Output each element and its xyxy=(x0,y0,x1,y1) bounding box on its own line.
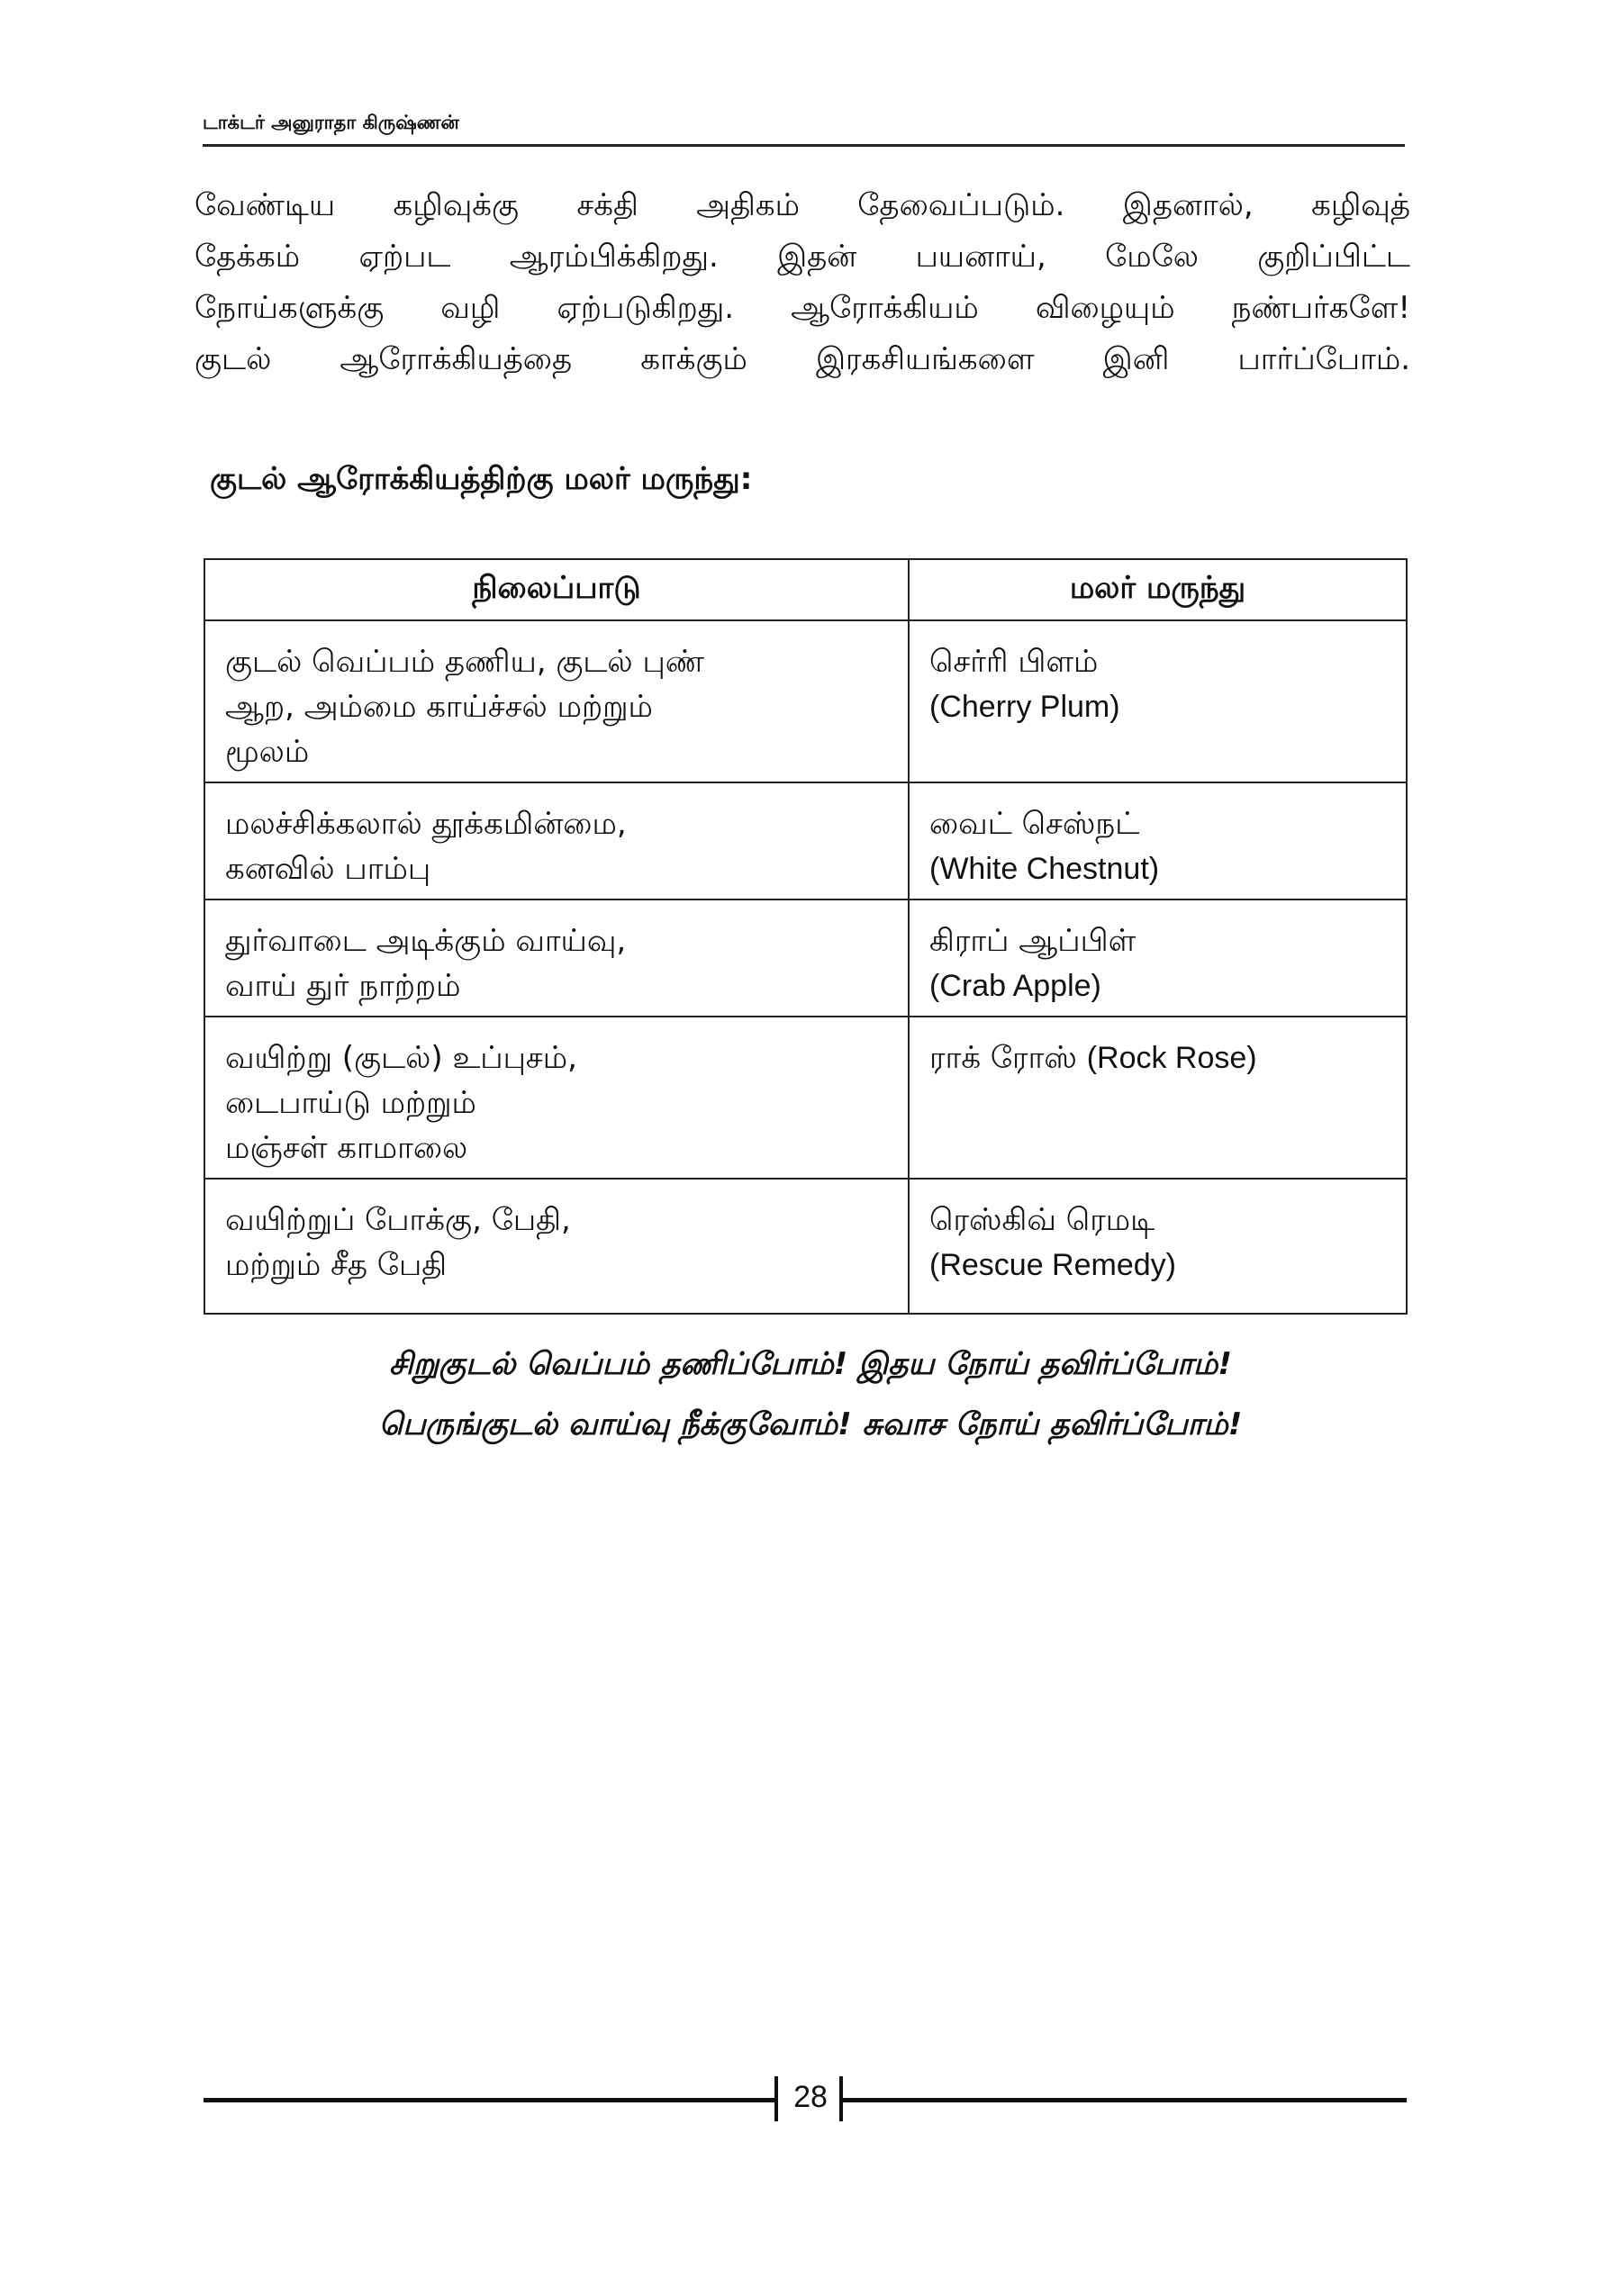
table-row xyxy=(204,1017,1407,1179)
remedy-tamil: ராக் ரோஸ் xyxy=(929,1040,1087,1076)
table-row xyxy=(204,1179,1407,1314)
condition-cell xyxy=(204,1017,909,1179)
section-heading: குடல் ஆரோக்கியத்திற்கு மலர் மருந்து: xyxy=(210,461,753,497)
remedy-cell xyxy=(909,1179,1407,1314)
remedy-cell xyxy=(909,1017,1407,1179)
footer-rule-right xyxy=(841,2098,1407,2102)
condition-cell xyxy=(204,1179,909,1314)
condition-line: மற்றும் சீத பேதி xyxy=(225,1247,448,1283)
remedy-tamil: செர்ரி பிளம் xyxy=(929,644,1099,680)
remedy-cell xyxy=(909,782,1407,899)
slogan-line: சிறுகுடல் வெப்பம் தணிப்போம்! இதய நோய் தவிர்ப்போம்! xyxy=(389,1346,1232,1382)
condition-line: துர்வாடை அடிக்கும் வாய்வு, xyxy=(225,923,627,959)
paragraph-line: தேக்கம் ஏற்பட ஆரம்பிக்கிறது. இதன் பயனாய், மேலே குறிப்பிட்ட xyxy=(195,239,1410,275)
condition-line: வயிற்று (குடல்) உப்புசம், xyxy=(225,1040,577,1076)
column-header-condition: நிலைப்பாடு xyxy=(204,559,909,620)
remedy-cell xyxy=(909,899,1407,1017)
remedy-tamil: ரெஸ்கிவ் ரெமடி xyxy=(929,1202,1155,1238)
condition-line: மலச்சிக்கலால் தூக்கமின்மை, xyxy=(225,806,627,842)
paragraph-line: குடல் ஆரோக்கியத்தை காக்கும் இரகசியங்களை இனி பார்ப்போம். xyxy=(195,341,1410,377)
remedy-tamil: வைட் செஸ்நட் xyxy=(929,806,1140,842)
condition-line: வாய் துர் நாற்றம் xyxy=(225,968,461,1004)
table-header-row xyxy=(204,559,1407,620)
condition-line: மூலம் xyxy=(225,734,310,770)
remedy-english: (Rescue Remedy) xyxy=(929,1248,1176,1282)
slogan-line: பெருங்குடல் வாய்வு நீக்குவோம்! சுவாச நோய் தவிர்ப்போம்! xyxy=(378,1406,1243,1442)
flower-remedy-table xyxy=(204,558,1408,1315)
remedy-cell xyxy=(909,620,1407,782)
condition-line: டைபாய்டு மற்றும் xyxy=(225,1085,476,1121)
condition-line: குடல் வெப்பம் தணிய, குடல் புண் xyxy=(225,644,705,680)
remedy-english: (Rock Rose) xyxy=(1086,1041,1257,1075)
header-rule xyxy=(203,144,1405,147)
table-row xyxy=(204,620,1407,782)
remedy-english: (White Chestnut) xyxy=(929,852,1160,886)
condition-cell xyxy=(204,620,909,782)
condition-cell xyxy=(204,782,909,899)
body-paragraph xyxy=(195,180,1410,385)
table-row xyxy=(204,782,1407,899)
running-header-author: டாக்டர் அனுராதா கிருஷ்ணன் xyxy=(203,112,459,133)
column-header-remedy: மலர் மருந்து xyxy=(909,559,1407,620)
paragraph-line: நோய்களுக்கு வழி ஏற்படுகிறது. ஆரோக்கியம் விழையும் நண்பர்களே! xyxy=(195,290,1410,326)
condition-cell xyxy=(204,899,909,1017)
remedy-tamil: கிராப் ஆப்பிள் xyxy=(929,923,1137,959)
condition-line: கனவில் பாம்பு xyxy=(225,851,431,887)
remedy-english: (Cherry Plum) xyxy=(929,690,1120,724)
page-number: 28 xyxy=(793,2080,828,2114)
condition-line: மஞ்சள் காமாலை xyxy=(225,1130,468,1166)
table-row xyxy=(204,899,1407,1017)
condition-line: வயிற்றுப் போக்கு, பேதி, xyxy=(225,1202,571,1238)
remedy-english: (Crab Apple) xyxy=(929,969,1101,1003)
paragraph-line: வேண்டிய கழிவுக்கு சக்தி அதிகம் தேவைப்படும். இதனால், கழிவுத் xyxy=(195,187,1410,223)
condition-line: ஆற, அம்மை காய்ச்சல் மற்றும் xyxy=(225,689,653,725)
footer-rule-left xyxy=(204,2098,776,2102)
